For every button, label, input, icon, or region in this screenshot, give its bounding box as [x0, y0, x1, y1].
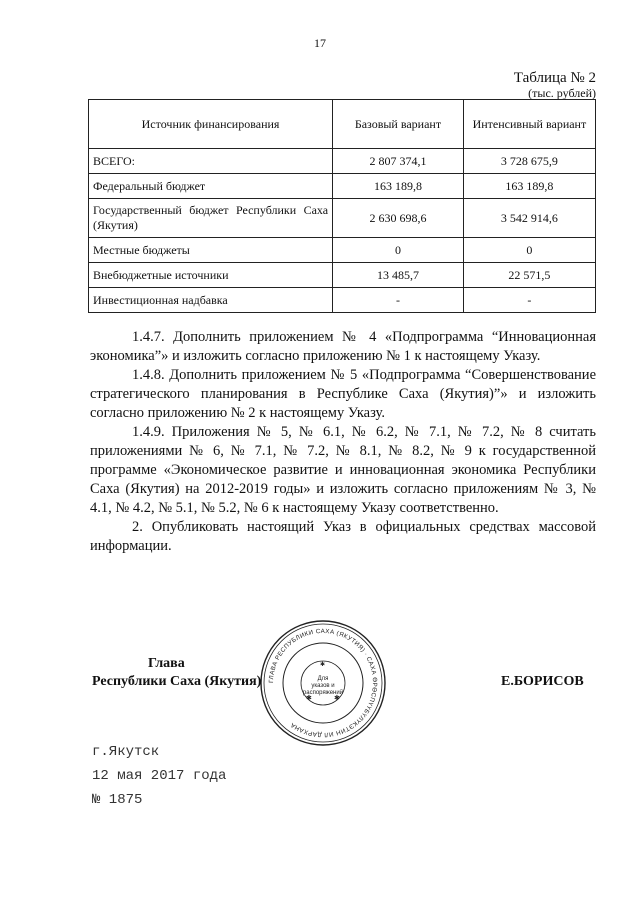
table-cell: - [463, 288, 595, 313]
table-header-cell: Интенсивный вариант [463, 100, 595, 149]
signer-region: Республики Саха (Якутия) [92, 674, 262, 689]
table-header-cell: Источник финансирования [89, 100, 333, 149]
table-row [89, 288, 596, 313]
table-cell: 3 542 914,6 [463, 199, 595, 238]
table-row [89, 199, 596, 238]
page-number: 17 [314, 36, 326, 50]
issue-date: 12 мая 2017 года [92, 768, 227, 784]
table-cell: 163 189,8 [463, 174, 595, 199]
table-cell: 22 571,5 [463, 263, 595, 288]
table-header-cell: Базовый вариант [333, 100, 464, 149]
decree-number: № 1875 [92, 792, 143, 808]
issue-city: г.Якутск [92, 744, 160, 760]
table-row [89, 238, 596, 263]
paragraph: 1.4.9. Приложения № 5, № 6.1, № 6.2, № 7.1, № 7.2, № 8 считать приложениями № 6, № 7.1, № 7.2, № 8.1, № 8.2, № 9 к государственной программе «Экономическое развитие и инновационная экономика Республики Саха (Якутия) на 2012-2019 годы» и изложить согласно приложениям № 3, № 4.1, № 4.2, № 5.1, № 5.2, № 6 к настоящему Указу соответственно. [90, 424, 596, 516]
table-cell: 0 [463, 238, 595, 263]
table-cell: Инвестиционная надбавка [89, 288, 333, 313]
svg-text:✱: ✱ [306, 694, 312, 702]
table-header-row [89, 100, 596, 149]
signer-title: Глава [148, 656, 185, 671]
table-cell: Местные бюджеты [89, 238, 333, 263]
table-cell: Внебюджетные источники [89, 263, 333, 288]
table-row [89, 263, 596, 288]
svg-text:✱: ✱ [334, 694, 340, 702]
table-cell: 0 [333, 238, 464, 263]
table-row [89, 174, 596, 199]
table-cell: Государственный бюджет Республики Саха (Якутия) [89, 199, 333, 238]
svg-text:ГЛАВА РЕСПУБЛИКИ САХА (ЯКУТИЯ): ГЛАВА РЕСПУБЛИКИ САХА (ЯКУТИЯ) · САХА ӨРӨСПҮҮБҮЛҮКЭТИН ИЛ ДАРХАНА [267, 627, 379, 739]
decree-body [90, 328, 596, 556]
table-cell: 163 189,8 [333, 174, 464, 199]
signer-name: Е.БОРИСОВ [501, 674, 584, 689]
table-cell: 13 485,7 [333, 263, 464, 288]
table-cell: 3 728 675,9 [463, 149, 595, 174]
paragraph: 1.4.7. Дополнить приложением № 4 «Подпрограмма “Инновационная экономика”» и изложить согласно приложению № 1 к настоящему Указу. [90, 329, 596, 364]
table-cell: 2 807 374,1 [333, 149, 464, 174]
paragraph: 1.4.8. Дополнить приложением № 5 «Подпрограмма “Совершенствование стратегического планирования в Республике Саха (Якутия)”» и изложить согласно приложению № 2 к настоящему Указу. [90, 367, 596, 421]
table-cell: Федеральный бюджет [89, 174, 333, 199]
svg-text:Дляуказов ираспоряжений: Для указов и распоряжений [302, 676, 344, 696]
paragraph: 2. Опубликовать настоящий Указ в официальных средствах массовой информации. [90, 519, 596, 554]
official-seal [258, 618, 388, 748]
table-cell: ВСЕГО: [89, 149, 333, 174]
table-caption: Таблица № 2 [513, 70, 596, 86]
financing-table [88, 99, 596, 313]
table-units: (тыс. рублей) [528, 86, 596, 100]
table-cell: - [333, 288, 464, 313]
table-cell: 2 630 698,6 [333, 199, 464, 238]
svg-text:✱: ✱ [320, 661, 326, 668]
table-row [89, 149, 596, 174]
